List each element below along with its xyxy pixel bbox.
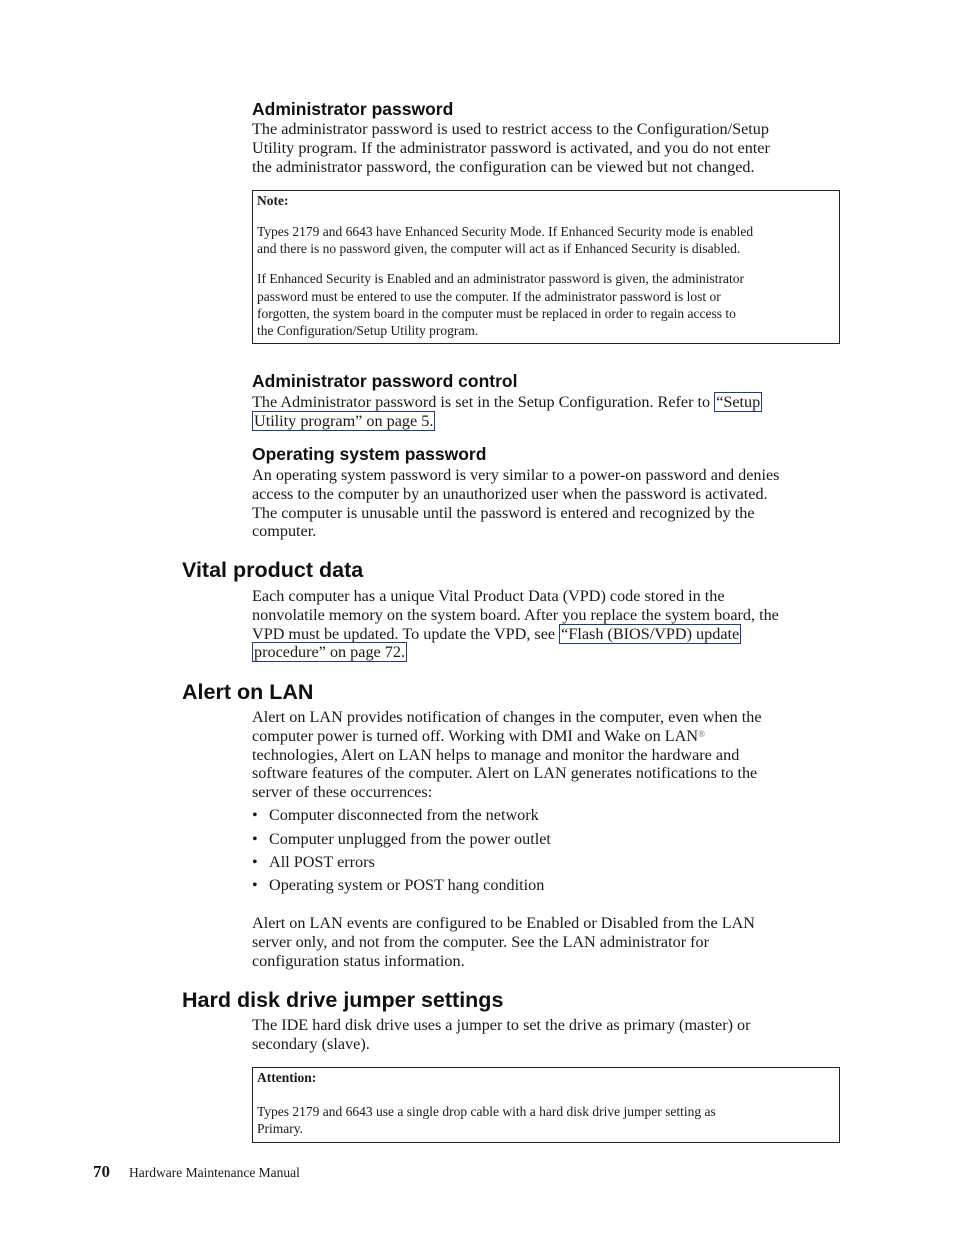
text-line: An operating system password is very similar to a power-on password and denies <box>252 466 780 484</box>
paragraph-alert-on-lan-2 <box>252 914 755 970</box>
text-line <box>252 412 762 431</box>
link-setup-utility-part-2[interactable]: Utility program” on page 5. <box>254 411 434 430</box>
link-flash-update-part-2[interactable]: procedure” on page 72. <box>254 643 406 662</box>
text-line <box>252 625 779 644</box>
list-item-text: Computer disconnected from the network <box>269 806 539 824</box>
text-line: server only, and not from the computer. See the LAN administrator for <box>252 932 710 951</box>
text-line: Each computer has a unique Vital Product Data (VPD) code stored in the <box>252 587 725 605</box>
heading-administrator-password: Administrator password <box>252 99 454 119</box>
list-item-text: All POST errors <box>269 853 375 871</box>
attention-paragraph <box>257 1103 835 1137</box>
text-line: Alert on LAN events are configured to be Enabled or Disabled from the LAN <box>252 914 755 932</box>
note-paragraph-1 <box>257 223 835 257</box>
text-line: the Configuration/Setup Utility program. <box>257 323 479 339</box>
paragraph-hard-disk-drive <box>252 1016 751 1054</box>
heading-hard-disk-drive-jumper-settings: Hard disk drive jumper settings <box>182 988 504 1012</box>
list-item <box>252 876 544 895</box>
text-line: Primary. <box>257 1121 303 1137</box>
paragraph-administrator-password <box>252 120 770 176</box>
heading-vital-product-data: Vital product data <box>182 558 364 582</box>
paragraph-vital-product-data <box>252 587 779 662</box>
text-span: computer power is turned off. Working with DMI and Wake on LAN <box>252 726 699 745</box>
text-line: nonvolatile memory on the system board. After you replace the system board, the <box>252 605 779 624</box>
heading-alert-on-lan: Alert on LAN <box>182 680 314 704</box>
paragraph-operating-system-password <box>252 466 779 541</box>
text-line <box>252 727 762 746</box>
text-line: the administrator password, the configuration can be viewed but not changed. <box>252 157 755 176</box>
attention-label: Attention: <box>257 1070 317 1085</box>
list-item-text: Computer unplugged from the power outlet <box>269 830 551 848</box>
list-item <box>252 830 551 849</box>
attention-box <box>252 1067 840 1143</box>
link-flash-update-part-1[interactable]: “Flash (BIOS/VPD) update <box>561 624 740 643</box>
text-line: The administrator password is used to restrict access to the Configuration/Setup <box>252 120 769 138</box>
text-line: Types 2179 and 6643 use a single drop cable with a hard disk drive jumper setting as <box>257 1104 716 1119</box>
bullet-icon: • <box>252 830 258 848</box>
text-span: VPD must be updated. To update the VPD, see <box>252 624 560 643</box>
bullet-icon: • <box>252 806 258 824</box>
text-line: secondary (slave). <box>252 1034 370 1053</box>
text-line: Types 2179 and 6643 have Enhanced Security Mode. If Enhanced Security mode is enabled <box>257 224 754 239</box>
text-line: and there is no password given, the computer will act as if Enhanced Security is disabled. <box>257 241 741 257</box>
bullet-icon: • <box>252 876 258 894</box>
text-line: The computer is unusable until the password is entered and recognized by the <box>252 503 755 522</box>
list-item <box>252 853 375 872</box>
text-line: configuration status information. <box>252 951 465 970</box>
list-item-text: Operating system or POST hang condition <box>269 876 545 894</box>
note-paragraph-2 <box>257 270 835 339</box>
registered-mark: ® <box>698 728 705 739</box>
list-item <box>252 806 539 825</box>
text-line: Utility program. If the administrator password is activated, and you do not enter <box>252 138 770 157</box>
text-line: forgotten, the system board in the computer must be replaced in order to regain access to <box>257 305 736 321</box>
heading-operating-system-password: Operating system password <box>252 444 487 464</box>
bullet-icon: • <box>252 853 258 871</box>
link-setup-utility-part-1[interactable]: “Setup <box>716 393 761 411</box>
text-line: server of these occurrences: <box>252 783 433 802</box>
text-line: Alert on LAN provides notification of changes in the computer, even when the <box>252 708 762 726</box>
text-line: software features of the computer. Alert on LAN generates notifications to the <box>252 764 758 783</box>
text-line <box>252 643 779 662</box>
note-box <box>252 190 840 344</box>
paragraph-alert-on-lan <box>252 708 762 802</box>
heading-administrator-password-control: Administrator password control <box>252 371 518 391</box>
text-line: The IDE hard disk drive uses a jumper to set the drive as primary (master) or <box>252 1016 751 1034</box>
text-line: computer. <box>252 522 317 541</box>
text-line: access to the computer by an unauthorized user when the password is activated. <box>252 484 768 503</box>
text-line: technologies, Alert on LAN helps to manage and monitor the hardware and <box>252 745 740 764</box>
manual-title: Hardware Maintenance Manual <box>129 1165 300 1180</box>
text-line: If Enhanced Security is Enabled and an administrator password is given, the administrator <box>257 271 744 287</box>
text-line: password must be entered to use the computer. If the administrator password is lost or <box>257 288 721 304</box>
note-label: Note: <box>257 193 289 208</box>
paragraph-administrator-password-control <box>252 393 762 431</box>
text-line <box>252 393 762 412</box>
text-span: The Administrator password is set in the Setup Configuration. Refer to <box>252 393 715 411</box>
page-number: 70 <box>93 1162 110 1181</box>
